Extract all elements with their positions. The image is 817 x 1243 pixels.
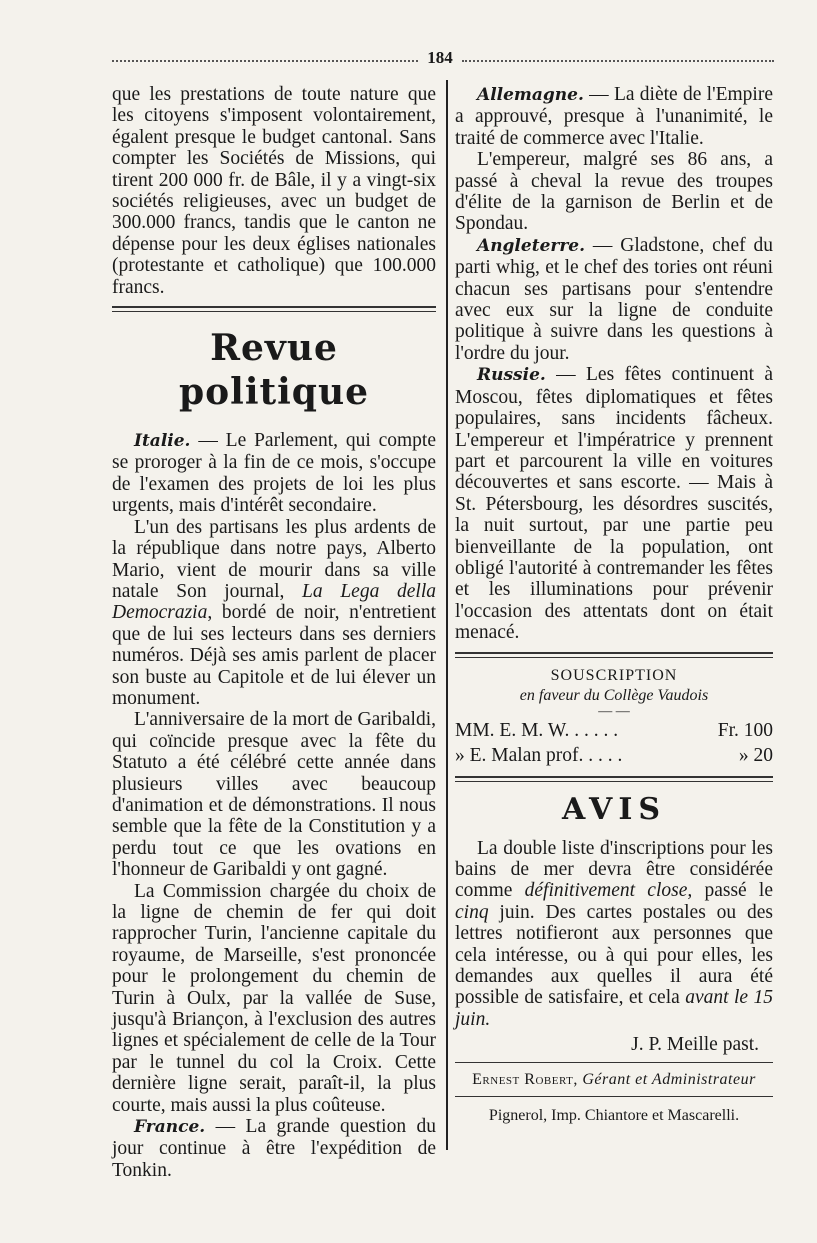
angleterre-paragraph <box>455 235 773 364</box>
journal-title: La Lega della Democrazia <box>112 580 436 624</box>
angleterre-label: Angleterre. <box>477 235 586 256</box>
france-paragraph <box>112 1116 436 1181</box>
footer-rule <box>455 1062 773 1063</box>
header-rule-right <box>462 60 774 62</box>
section-rule <box>112 306 436 312</box>
allemagne-label: Allemagne. <box>477 85 584 105</box>
avis-rule <box>455 776 773 782</box>
gerant-role: Gérant et Administrateur <box>577 1070 756 1088</box>
subscription-row <box>455 743 773 768</box>
subscriber-amount: Fr. 100 <box>717 719 773 741</box>
subscriber-name: » E. Malan prof. . . . . <box>455 744 623 766</box>
mario-text-1: L'un des partisans les plus ardents de la république dans notre pays, Alberto Mario, vient de mourir dans sa ville natale Son journal, <box>112 516 436 602</box>
empereur-paragraph: L'empereur, malgré ses 86 ans, a passé à cheval la revue des troupes d'élite de la garnison de Berlin et de Spondau. <box>455 149 773 235</box>
russie-paragraph <box>455 364 773 643</box>
commission-paragraph: La Commission chargée du choix de la ligne de chemin de fer qui doit rapprocher Turin, l'ancienne capitale du royaume, de Marseille, s'est prononcée pour le prolongement du chemin de Turin à Oulx, par la vallée de Suse, jusqu'à Briançon, à l'exclusion des autres lignes et spécialement de celle de la Tour par le tunnel du col la Croix. Cette dernière ligne serait, paraît-il, la plus courte, mais aussi la plus coûteuse. <box>112 880 436 1116</box>
gerant-line <box>455 1069 773 1090</box>
header-rule-left <box>112 60 418 62</box>
russie-label: Russie. <box>477 365 546 386</box>
left-column <box>112 84 436 1181</box>
italie-text: — Le Parlement, qui compte se proroger à la fin de ce mois, s'occupe de l'examen des projets de loi les plus urgents, mais d'intérêt secondaire. <box>112 430 436 517</box>
right-column <box>455 84 773 1126</box>
avis-text-5: juin. Des cartes postales ou des lettres notifieront aux personnes que cela intéresse, ou à qui pour elles, les demandes aux quelles il aura été possible de satisfaire, et cela <box>455 901 773 1009</box>
column-divider <box>446 80 448 1150</box>
signature: J. P. Meille past. <box>631 1034 759 1056</box>
france-text: — La grande question du jour continue à être l'expédition de Tonkin. <box>112 1116 436 1181</box>
subscriber-amount: » 20 <box>738 744 773 766</box>
souscription-dash: — — <box>598 703 630 719</box>
souscription-subtitle: en faveur du Collège Vaudois <box>519 686 709 704</box>
france-label: France. <box>134 1117 206 1138</box>
souscription-title: SOUSCRIPTION <box>550 666 678 684</box>
intro-paragraph: que les prestations de toute nature que les citoyens s'imposent volontairement, égalent presque le budget cantonal. Sans compter les Sociétés de Missions, qui tirent 200 000 fr. de Bâle, il y a vingt-six sociétés religieuses, avec un budget de 300.000 francs, tandis que le canton ne dépense pour les deux églises nationales (protestante et catholique) que 100.000 francs. <box>112 84 436 298</box>
avis-text-4: cinq <box>455 901 489 923</box>
avis-paragraph <box>455 838 773 1031</box>
mario-text-2: , bordé de noir, n'entretient que de lui ses lecteurs dans ses derniers numéros. Déjà ses amis parlent de placer son buste au Capitole et de lui élever un monument. <box>112 602 436 709</box>
angleterre-text: — Gladstone, chef du parti whig, et le chef des tories ont réuni chacun ses partisans pour s'entendre avec eux sur la ligne de conduite politique à suivre dans les questions à l'ordre du jour. <box>455 234 773 364</box>
allemagne-text: — La diète de l'Empire a approuvé, presque à l'unanimité, le traité de commerce avec l'Italie. <box>455 84 773 149</box>
avis-text-6: avant le 15 juin. <box>455 987 773 1030</box>
section-title: Revue politique <box>178 327 370 414</box>
page-number: 184 <box>427 48 453 67</box>
allemagne-paragraph <box>455 84 773 149</box>
footer-rule-2 <box>455 1096 773 1097</box>
gerant-name: Ernest Robert, <box>472 1070 578 1088</box>
mario-paragraph <box>112 517 436 710</box>
garibaldi-paragraph: L'anniversaire de la mort de Garibaldi, qui coïncide presque avec la fête du Statuto a été célébré cette année dans plusieurs villes avec beaucoup d'animation et de démonstrations. Il nous semble que la fête de la Constitution y a perdu tout ce que les ovations en l'honneur de Garibaldi y ont gagné. <box>112 709 436 881</box>
subscription-row <box>455 718 773 743</box>
italie-paragraph <box>112 430 436 517</box>
subscriber-name: MM. E. M. W. . . . . . <box>455 719 619 741</box>
avis-text-3: passé le <box>692 880 773 902</box>
printer-line: Pignerol, Imp. Chiantore et Mascarelli. <box>488 1107 740 1125</box>
russie-text: — Les fêtes continuent à Moscou, fêtes diplomatiques et fêtes populaires, sans incidents fâcheux. L'empereur et l'impératrice y prennent part et parcourent la ville en voitures découvertes et sans escorte. — Mais à St. Pétersbourg, les désordres suscités, la nuit surtout, par une partie peu bienveillante de la population, ont obligé l'autorité à contremander les fêtes et les illuminations pour prévenir l'occasion des attentats dont on était menacé. <box>455 364 773 644</box>
avis-text-1: La double liste d'inscriptions pour les bains de mer devra être considérée comme <box>455 837 773 902</box>
avis-title: AVIS <box>561 791 667 827</box>
avis-text-2: définitivement close, <box>524 880 693 902</box>
italie-label: Italie. <box>134 431 191 452</box>
souscription-rule <box>455 652 773 658</box>
